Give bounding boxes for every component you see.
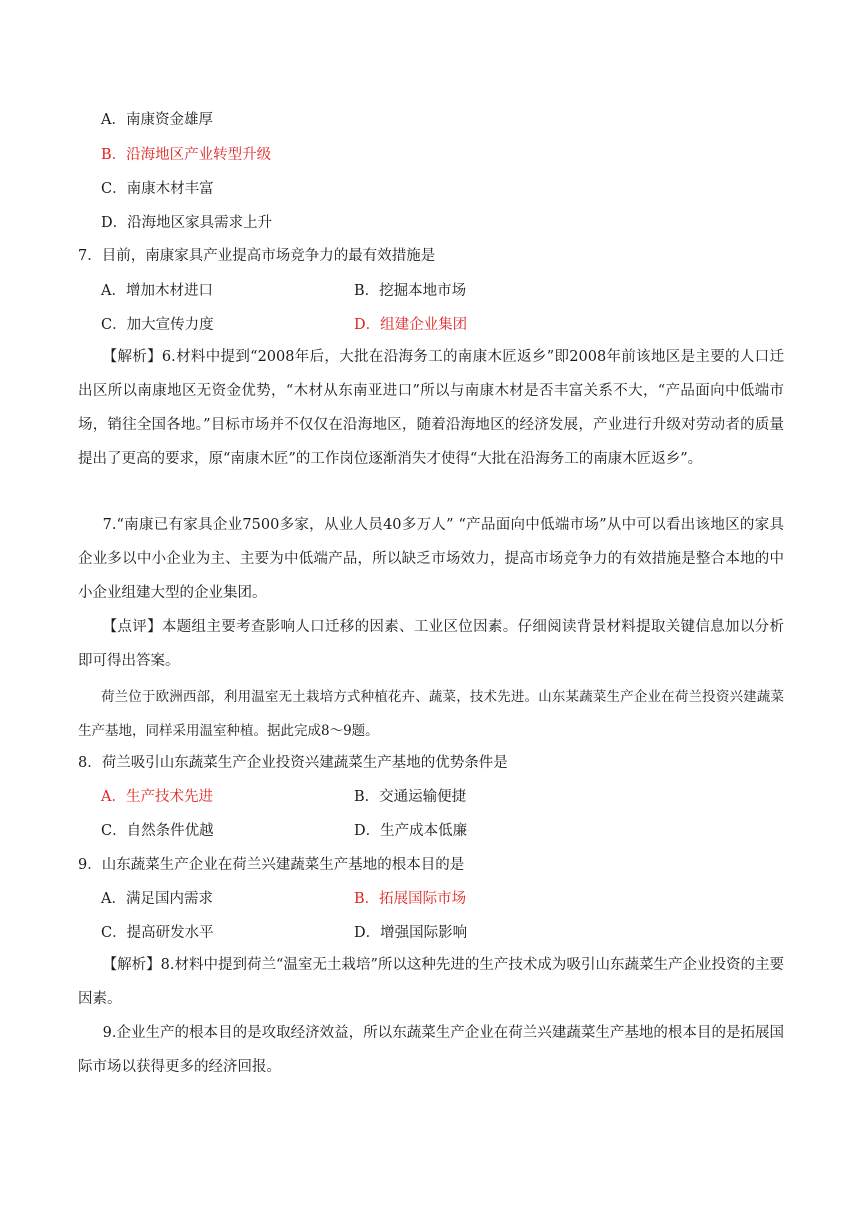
q9-option-b-answer: B．拓展国际市场 bbox=[354, 891, 467, 907]
analysis-6-paragraph: 【解析】6.材料中提到“2008年后，大批在沿海务工的南康木匠返乡”即2008年前该地区是主要的人口迁出区所以南康地区无资金优势，“木材从东南亚进口”所以与南康木材是否丰富关系不大，“产品面向中低端市场，销往全国各地。”目标市场并不仅仅在沿海地区，随着沿海地区的经济发展，产业进行升级对劳动者的质量提出了更高的要求，原“南康木匠”的工作岗位逐渐消失才使得“大批在沿海务工的南康木匠返乡”。 bbox=[78, 349, 784, 467]
q6-option-c: C．南康木材丰富 bbox=[101, 181, 214, 197]
q8-option-b: B．交通运输便捷 bbox=[354, 789, 467, 805]
q6-option-a: A．南康资金雄厚 bbox=[101, 112, 213, 128]
q8-option-d: D．生产成本低廉 bbox=[354, 823, 468, 839]
q7-option-b: B．挖掘本地市场 bbox=[354, 283, 467, 299]
analysis-7-paragraph: 7.“南康已有家具企业7500多家，从业人员40多万人” “产品面向中低端市场”从中可以看出该地区的家具企业多以中小企业为主、主要为中低端产品，所以缺乏市场效力，提高市场竞争力的有效措施是整合本地的中小企业组建大型的企业集团。 bbox=[78, 517, 784, 601]
q8-option-a-answer: A．生产技术先进 bbox=[101, 789, 213, 805]
q7-stem: 7．目前，南康家具产业提高市场竞争力的最有效措施是 bbox=[78, 248, 436, 264]
q8-stem: 8．荷兰吸引山东蔬菜生产企业投资兴建蔬菜生产基地的优势条件是 bbox=[78, 755, 508, 771]
q9-option-a: A．满足国内需求 bbox=[101, 891, 213, 907]
material-paragraph: 荷兰位于欧洲西部，利用温室无土栽培方式种植花卉、蔬菜，技术先进。山东某蔬菜生产企业在荷兰投资兴建蔬菜生产基地，同样采用温室种植。据此完成8～9题。 bbox=[78, 689, 784, 739]
q8-option-c: C．自然条件优越 bbox=[101, 823, 214, 839]
q6-option-d: D．沿海地区家具需求上升 bbox=[101, 215, 273, 231]
analysis-9-paragraph: 9.企业生产的根本目的是攻取经济效益，所以东蔬菜生产企业在荷兰兴建蔬菜生产基地的根本目的是拓展国际市场以获得更多的经济回报。 bbox=[78, 1025, 784, 1075]
q9-option-c: C．提高研发水平 bbox=[101, 925, 214, 941]
q7-option-a: A．增加木材进口 bbox=[101, 283, 213, 299]
q9-option-d: D．增强国际影响 bbox=[354, 925, 468, 941]
q7-option-d-answer: D．组建企业集团 bbox=[354, 317, 468, 333]
q6-option-b-answer: B．沿海地区产业转型升级 bbox=[101, 147, 272, 163]
analysis-8-paragraph: 【解析】8.材料中提到荷兰“温室无土栽培”所以这种先进的生产技术成为吸引山东蔬菜生产企业投资的主要因素。 bbox=[78, 957, 784, 1007]
q9-stem: 9．山东蔬菜生产企业在荷兰兴建蔬菜生产基地的根本目的是 bbox=[78, 857, 465, 873]
q7-option-c: C．加大宣传力度 bbox=[101, 317, 214, 333]
comment-paragraph: 【点评】本题组主要考查影响人口迁移的因素、工业区位因素。仔细阅读背景材料提取关键信息加以分析即可得出答案。 bbox=[78, 619, 784, 669]
